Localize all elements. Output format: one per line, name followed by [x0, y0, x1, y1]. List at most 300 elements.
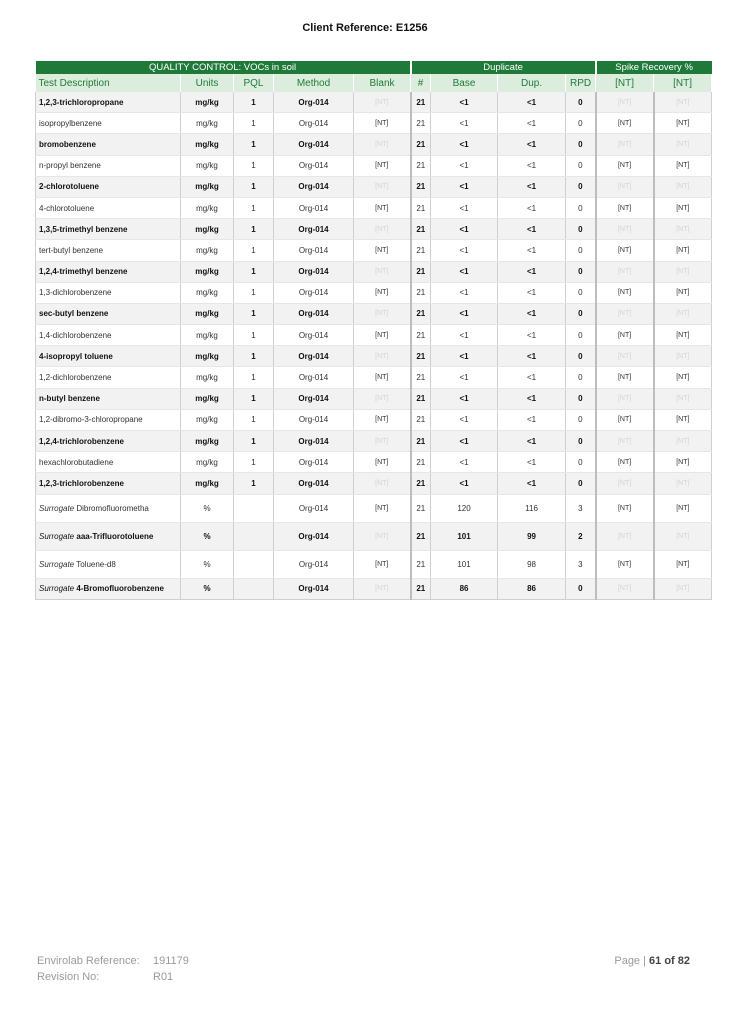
- cell-dup: 98: [498, 550, 566, 578]
- cell-rpd: 0: [566, 113, 596, 134]
- cell-units: mg/kg: [181, 452, 234, 473]
- cell-units: mg/kg: [181, 346, 234, 367]
- cell-base: <1: [431, 388, 498, 409]
- cell-spike-1: [NT]: [596, 578, 654, 599]
- cell-method: Org-014: [274, 388, 354, 409]
- cell-rpd: 0: [566, 155, 596, 176]
- cell-pql: 1: [234, 176, 274, 197]
- cell-dup: <1: [498, 155, 566, 176]
- cell-test-description: [36, 197, 181, 218]
- cell-dup: <1: [498, 176, 566, 197]
- cell-hash: 21: [411, 113, 431, 134]
- cell-spike-2: [NT]: [654, 494, 712, 522]
- cell-hash: 21: [411, 452, 431, 473]
- table-row: [36, 197, 712, 218]
- cell-spike-1: [NT]: [596, 388, 654, 409]
- col-test-description: Test Description: [36, 74, 181, 92]
- col-rpd: RPD: [566, 74, 596, 92]
- cell-pql: 1: [234, 92, 274, 113]
- test-description-text: 4-Bromofluorobenzene: [76, 584, 164, 594]
- cell-blank: [NT]: [354, 134, 411, 155]
- cell-method: Org-014: [274, 219, 354, 240]
- cell-spike-1: [NT]: [596, 240, 654, 261]
- cell-base: <1: [431, 155, 498, 176]
- cell-base: 120: [431, 494, 498, 522]
- surrogate-prefix: Surrogate: [39, 584, 75, 594]
- cell-hash: 21: [411, 522, 431, 550]
- cell-hash: 21: [411, 409, 431, 430]
- cell-rpd: 0: [566, 240, 596, 261]
- cell-spike-2: [NT]: [654, 367, 712, 388]
- table-row: [36, 261, 712, 282]
- cell-base: <1: [431, 346, 498, 367]
- cell-units: mg/kg: [181, 282, 234, 303]
- cell-rpd: 0: [566, 176, 596, 197]
- test-description-text: 4-isopropyl toluene: [39, 351, 113, 361]
- table-row: [36, 388, 712, 409]
- cell-dup: <1: [498, 431, 566, 452]
- cell-test-description: [36, 522, 181, 550]
- cell-hash: 21: [411, 346, 431, 367]
- cell-hash: 21: [411, 550, 431, 578]
- cell-hash: 21: [411, 578, 431, 599]
- cell-units: %: [181, 578, 234, 599]
- cell-spike-1: [NT]: [596, 219, 654, 240]
- cell-spike-1: [NT]: [596, 282, 654, 303]
- cell-base: 101: [431, 550, 498, 578]
- cell-blank: [NT]: [354, 452, 411, 473]
- cell-test-description: [36, 367, 181, 388]
- revision-value: R01: [153, 971, 174, 983]
- cell-rpd: 0: [566, 409, 596, 430]
- cell-test-description: [36, 219, 181, 240]
- client-reference: Client Reference: E1256: [302, 22, 428, 34]
- cell-method: Org-014: [274, 431, 354, 452]
- cell-units: mg/kg: [181, 113, 234, 134]
- cell-blank: [NT]: [354, 409, 411, 430]
- cell-method: Org-014: [274, 473, 354, 494]
- cell-units: mg/kg: [181, 92, 234, 113]
- table-row: [36, 240, 712, 261]
- cell-dup: <1: [498, 473, 566, 494]
- cell-spike-2: [NT]: [654, 431, 712, 452]
- col-hash: #: [411, 74, 431, 92]
- cell-spike-2: [NT]: [654, 282, 712, 303]
- cell-pql: 1: [234, 155, 274, 176]
- cell-test-description: [36, 176, 181, 197]
- cell-hash: 21: [411, 155, 431, 176]
- cell-method: Org-014: [274, 494, 354, 522]
- cell-method: Org-014: [274, 282, 354, 303]
- cell-hash: 21: [411, 134, 431, 155]
- cell-hash: 21: [411, 325, 431, 346]
- cell-method: Org-014: [274, 578, 354, 599]
- cell-dup: <1: [498, 240, 566, 261]
- cell-rpd: 0: [566, 219, 596, 240]
- cell-pql: 1: [234, 282, 274, 303]
- cell-units: mg/kg: [181, 303, 234, 324]
- band-qc: QUALITY CONTROL: VOCs in soil: [36, 61, 411, 74]
- cell-spike-2: [NT]: [654, 452, 712, 473]
- cell-base: <1: [431, 303, 498, 324]
- cell-spike-2: [NT]: [654, 409, 712, 430]
- cell-dup: 86: [498, 578, 566, 599]
- cell-pql: 1: [234, 197, 274, 218]
- cell-rpd: 3: [566, 550, 596, 578]
- table-row: [36, 346, 712, 367]
- cell-base: <1: [431, 452, 498, 473]
- cell-dup: <1: [498, 409, 566, 430]
- cell-units: mg/kg: [181, 219, 234, 240]
- cell-rpd: 0: [566, 303, 596, 324]
- cell-test-description: [36, 134, 181, 155]
- page-label: Page |: [614, 955, 646, 967]
- cell-base: <1: [431, 134, 498, 155]
- cell-spike-1: [NT]: [596, 522, 654, 550]
- test-description-text: 1,4-dichlorobenzene: [39, 330, 112, 340]
- cell-units: mg/kg: [181, 155, 234, 176]
- envirolab-reference: [37, 953, 189, 969]
- cell-spike-1: [NT]: [596, 494, 654, 522]
- cell-blank: [NT]: [354, 303, 411, 324]
- cell-dup: <1: [498, 325, 566, 346]
- table-row: [36, 494, 712, 522]
- cell-hash: 21: [411, 176, 431, 197]
- table-row: [36, 578, 712, 599]
- cell-spike-2: [NT]: [654, 197, 712, 218]
- test-description-text: 1,3,5-trimethyl benzene: [39, 224, 128, 234]
- cell-rpd: 0: [566, 325, 596, 346]
- cell-pql: 1: [234, 240, 274, 261]
- col-pql: PQL: [234, 74, 274, 92]
- cell-spike-2: [NT]: [654, 261, 712, 282]
- cell-base: <1: [431, 282, 498, 303]
- cell-hash: 21: [411, 282, 431, 303]
- cell-base: <1: [431, 409, 498, 430]
- page-value: 61 of 82: [649, 955, 690, 967]
- cell-test-description: [36, 282, 181, 303]
- cell-test-description: [36, 92, 181, 113]
- cell-base: <1: [431, 240, 498, 261]
- col-base: Base: [431, 74, 498, 92]
- cell-base: <1: [431, 113, 498, 134]
- table-header-row: [36, 74, 712, 92]
- surrogate-prefix: Surrogate: [39, 559, 75, 569]
- cell-rpd: 0: [566, 346, 596, 367]
- col-blank: Blank: [354, 74, 411, 92]
- cell-pql: 1: [234, 261, 274, 282]
- cell-pql: [234, 494, 274, 522]
- cell-dup: <1: [498, 346, 566, 367]
- cell-dup: <1: [498, 92, 566, 113]
- table-row: [36, 325, 712, 346]
- test-description-text: 1,2,3-trichlorobenzene: [39, 478, 124, 488]
- test-description-text: tert-butyl benzene: [39, 245, 104, 255]
- cell-test-description: [36, 431, 181, 452]
- table-body: [36, 92, 712, 599]
- cell-test-description: [36, 409, 181, 430]
- cell-spike-1: [NT]: [596, 176, 654, 197]
- cell-units: mg/kg: [181, 197, 234, 218]
- cell-test-description: [36, 388, 181, 409]
- cell-hash: 21: [411, 261, 431, 282]
- cell-method: Org-014: [274, 155, 354, 176]
- cell-blank: [NT]: [354, 550, 411, 578]
- table-row: [36, 113, 712, 134]
- cell-spike-1: [NT]: [596, 473, 654, 494]
- envirolab-reference-label: Envirolab Reference:: [37, 955, 140, 967]
- cell-spike-2: [NT]: [654, 113, 712, 134]
- cell-dup: <1: [498, 282, 566, 303]
- cell-spike-2: [NT]: [654, 303, 712, 324]
- cell-pql: [234, 578, 274, 599]
- col-dup: Dup.: [498, 74, 566, 92]
- cell-base: <1: [431, 219, 498, 240]
- cell-spike-1: [NT]: [596, 155, 654, 176]
- cell-method: Org-014: [274, 452, 354, 473]
- test-description-text: isopropylbenzene: [39, 118, 102, 128]
- band-spike-recovery: Spike Recovery %: [596, 61, 712, 74]
- test-description-text: 1,2,4-trimethyl benzene: [39, 267, 128, 277]
- cell-units: %: [181, 550, 234, 578]
- cell-spike-2: [NT]: [654, 92, 712, 113]
- table-row: [36, 155, 712, 176]
- cell-blank: [NT]: [354, 92, 411, 113]
- cell-blank: [NT]: [354, 176, 411, 197]
- cell-units: mg/kg: [181, 473, 234, 494]
- cell-blank: [NT]: [354, 113, 411, 134]
- cell-method: Org-014: [274, 113, 354, 134]
- cell-dup: <1: [498, 219, 566, 240]
- cell-spike-1: [NT]: [596, 303, 654, 324]
- cell-spike-1: [NT]: [596, 113, 654, 134]
- cell-pql: [234, 550, 274, 578]
- cell-units: %: [181, 494, 234, 522]
- cell-blank: [NT]: [354, 155, 411, 176]
- cell-pql: 1: [234, 431, 274, 452]
- cell-method: Org-014: [274, 261, 354, 282]
- test-description-text: Toluene-d8: [76, 559, 116, 569]
- col-spike-2: [NT]: [654, 74, 712, 92]
- cell-test-description: [36, 303, 181, 324]
- cell-spike-1: [NT]: [596, 92, 654, 113]
- cell-spike-2: [NT]: [654, 388, 712, 409]
- cell-pql: 1: [234, 367, 274, 388]
- cell-units: mg/kg: [181, 409, 234, 430]
- cell-rpd: 0: [566, 367, 596, 388]
- cell-method: Org-014: [274, 134, 354, 155]
- cell-dup: <1: [498, 113, 566, 134]
- cell-test-description: [36, 155, 181, 176]
- cell-hash: 21: [411, 494, 431, 522]
- cell-blank: [NT]: [354, 494, 411, 522]
- cell-spike-1: [NT]: [596, 325, 654, 346]
- cell-pql: 1: [234, 346, 274, 367]
- table-row: [36, 431, 712, 452]
- cell-pql: 1: [234, 325, 274, 346]
- cell-spike-1: [NT]: [596, 261, 654, 282]
- cell-dup: <1: [498, 303, 566, 324]
- cell-rpd: 0: [566, 197, 596, 218]
- revision-number: [37, 969, 189, 985]
- cell-rpd: 2: [566, 522, 596, 550]
- cell-blank: [NT]: [354, 473, 411, 494]
- cell-dup: 99: [498, 522, 566, 550]
- cell-base: <1: [431, 176, 498, 197]
- cell-spike-2: [NT]: [654, 346, 712, 367]
- table-band-row: [36, 61, 712, 74]
- cell-pql: 1: [234, 303, 274, 324]
- cell-units: mg/kg: [181, 431, 234, 452]
- cell-blank: [NT]: [354, 578, 411, 599]
- cell-test-description: [36, 550, 181, 578]
- cell-test-description: [36, 261, 181, 282]
- cell-hash: 21: [411, 240, 431, 261]
- cell-pql: 1: [234, 409, 274, 430]
- cell-units: mg/kg: [181, 325, 234, 346]
- cell-spike-1: [NT]: [596, 134, 654, 155]
- cell-method: Org-014: [274, 522, 354, 550]
- cell-base: <1: [431, 367, 498, 388]
- cell-test-description: [36, 452, 181, 473]
- test-description-text: Dibromofluorometha: [76, 503, 149, 513]
- cell-base: 86: [431, 578, 498, 599]
- cell-test-description: [36, 578, 181, 599]
- table-row: [36, 473, 712, 494]
- cell-units: mg/kg: [181, 388, 234, 409]
- test-description-text: 2-chlorotoluene: [39, 182, 100, 192]
- cell-spike-2: [NT]: [654, 578, 712, 599]
- cell-spike-1: [NT]: [596, 409, 654, 430]
- revision-label: Revision No:: [37, 971, 100, 983]
- cell-pql: 1: [234, 452, 274, 473]
- table-row: [36, 282, 712, 303]
- col-units: Units: [181, 74, 234, 92]
- cell-method: Org-014: [274, 240, 354, 261]
- table-row: [36, 134, 712, 155]
- cell-test-description: [36, 113, 181, 134]
- cell-rpd: 3: [566, 494, 596, 522]
- cell-spike-1: [NT]: [596, 431, 654, 452]
- test-description-text: 1,3-dichlorobenzene: [39, 288, 112, 298]
- cell-units: mg/kg: [181, 240, 234, 261]
- cell-units: %: [181, 522, 234, 550]
- cell-pql: 1: [234, 219, 274, 240]
- cell-test-description: [36, 325, 181, 346]
- cell-units: mg/kg: [181, 261, 234, 282]
- cell-method: Org-014: [274, 325, 354, 346]
- cell-spike-2: [NT]: [654, 325, 712, 346]
- test-description-text: 1,2,3-trichloropropane: [39, 97, 124, 107]
- cell-rpd: 0: [566, 261, 596, 282]
- cell-spike-2: [NT]: [654, 473, 712, 494]
- band-duplicate: Duplicate: [411, 61, 596, 74]
- cell-blank: [NT]: [354, 388, 411, 409]
- cell-hash: 21: [411, 303, 431, 324]
- cell-blank: [NT]: [354, 367, 411, 388]
- table-row: [36, 176, 712, 197]
- cell-rpd: 0: [566, 282, 596, 303]
- cell-blank: [NT]: [354, 522, 411, 550]
- cell-base: <1: [431, 473, 498, 494]
- col-method: Method: [274, 74, 354, 92]
- test-description-text: n-propyl benzene: [39, 161, 101, 171]
- cell-method: Org-014: [274, 409, 354, 430]
- cell-hash: 21: [411, 92, 431, 113]
- cell-test-description: [36, 240, 181, 261]
- cell-base: <1: [431, 261, 498, 282]
- cell-dup: <1: [498, 388, 566, 409]
- page-number: [614, 955, 690, 967]
- cell-pql: [234, 522, 274, 550]
- cell-spike-2: [NT]: [654, 522, 712, 550]
- cell-base: <1: [431, 431, 498, 452]
- cell-units: mg/kg: [181, 176, 234, 197]
- table-row: [36, 303, 712, 324]
- test-description-text: 1,2-dibromo-3-chloropropane: [39, 415, 143, 425]
- cell-method: Org-014: [274, 550, 354, 578]
- cell-base: <1: [431, 92, 498, 113]
- cell-blank: [NT]: [354, 346, 411, 367]
- cell-rpd: 0: [566, 473, 596, 494]
- cell-pql: 1: [234, 388, 274, 409]
- cell-method: Org-014: [274, 346, 354, 367]
- table-row: [36, 452, 712, 473]
- cell-rpd: 0: [566, 452, 596, 473]
- cell-rpd: 0: [566, 92, 596, 113]
- cell-pql: 1: [234, 473, 274, 494]
- test-description-text: n-butyl benzene: [39, 394, 100, 404]
- cell-test-description: [36, 494, 181, 522]
- cell-blank: [NT]: [354, 197, 411, 218]
- surrogate-prefix: Surrogate: [39, 531, 75, 541]
- cell-spike-1: [NT]: [596, 197, 654, 218]
- cell-rpd: 0: [566, 578, 596, 599]
- cell-blank: [NT]: [354, 219, 411, 240]
- test-description-text: 1,2-dichlorobenzene: [39, 373, 112, 383]
- cell-spike-1: [NT]: [596, 367, 654, 388]
- cell-hash: 21: [411, 431, 431, 452]
- cell-rpd: 0: [566, 388, 596, 409]
- cell-hash: 21: [411, 388, 431, 409]
- cell-dup: <1: [498, 134, 566, 155]
- cell-blank: [NT]: [354, 325, 411, 346]
- footer-references: [37, 953, 189, 985]
- table-row: [36, 367, 712, 388]
- cell-blank: [NT]: [354, 261, 411, 282]
- cell-spike-1: [NT]: [596, 346, 654, 367]
- table-row: [36, 550, 712, 578]
- cell-spike-2: [NT]: [654, 155, 712, 176]
- col-spike-1: [NT]: [596, 74, 654, 92]
- cell-dup: <1: [498, 197, 566, 218]
- test-description-text: hexachlorobutadiene: [39, 457, 114, 467]
- surrogate-prefix: Surrogate: [39, 503, 75, 513]
- cell-spike-2: [NT]: [654, 550, 712, 578]
- cell-spike-2: [NT]: [654, 176, 712, 197]
- cell-rpd: 0: [566, 431, 596, 452]
- cell-rpd: 0: [566, 134, 596, 155]
- cell-hash: 21: [411, 367, 431, 388]
- table-row: [36, 522, 712, 550]
- cell-spike-2: [NT]: [654, 219, 712, 240]
- cell-units: mg/kg: [181, 134, 234, 155]
- cell-units: mg/kg: [181, 367, 234, 388]
- test-description-text: 4-chlorotoluene: [39, 203, 95, 213]
- cell-blank: [NT]: [354, 240, 411, 261]
- cell-method: Org-014: [274, 303, 354, 324]
- cell-dup: 116: [498, 494, 566, 522]
